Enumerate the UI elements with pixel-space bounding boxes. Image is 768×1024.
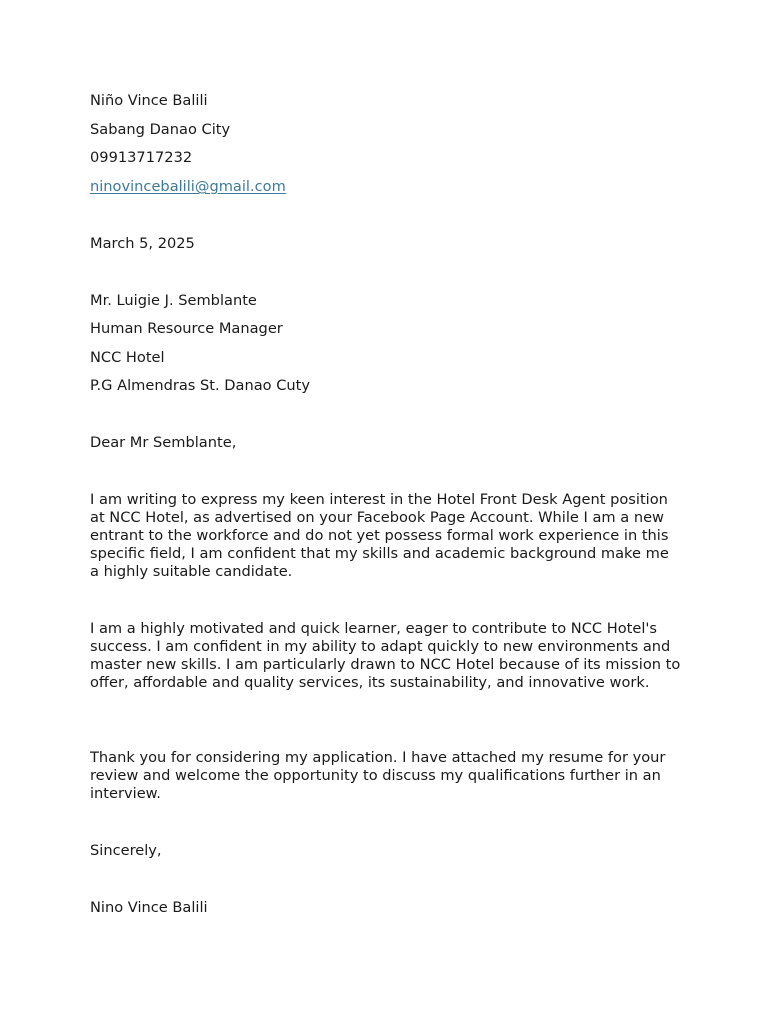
signature: Nino Vince Balili: [90, 899, 208, 916]
recipient-address: P.G Almendras St. Danao Cuty: [90, 377, 311, 394]
recipient-company: NCC Hotel: [90, 349, 165, 366]
body-paragraph-2: I am a highly motivated and quick learner, eager to contribute to NCC Hotel's success. I am confident in my ability to adapt quickly to new environments and master new skills. I am particularly drawn to NCC Hotel because of its mission to offer, affordable and quality services, its sustainability, and innovative work.: [90, 620, 681, 691]
sender-email-link[interactable]: ninovincebalili@gmail.com: [90, 178, 286, 195]
sender-name: Niño Vince Balili: [90, 92, 208, 109]
recipient-title: Human Resource Manager: [90, 320, 283, 337]
recipient-name: Mr. Luigie J. Semblante: [90, 292, 257, 309]
sender-email-line: [90, 178, 286, 196]
body-paragraph-1: I am writing to express my keen interest in the Hotel Front Desk Agent position at NCC Hotel, as advertised on your Facebook Page Account. While I am a new entrant to the workforce and do not yet possess formal work experience in this specific field, I am confident that my skills and academic background make me a highly suitable candidate.: [90, 491, 669, 580]
sender-phone: 09913717232: [90, 149, 193, 166]
closing: Sincerely,: [90, 842, 162, 859]
sender-address: Sabang Danao City: [90, 121, 231, 138]
body-paragraph-3: Thank you for considering my application. I have attached my resume for your review and welcome the opportunity to discuss my qualifications further in an interview.: [90, 749, 666, 802]
salutation: Dear Mr Semblante,: [90, 434, 237, 451]
letter-date: March 5, 2025: [90, 235, 195, 252]
